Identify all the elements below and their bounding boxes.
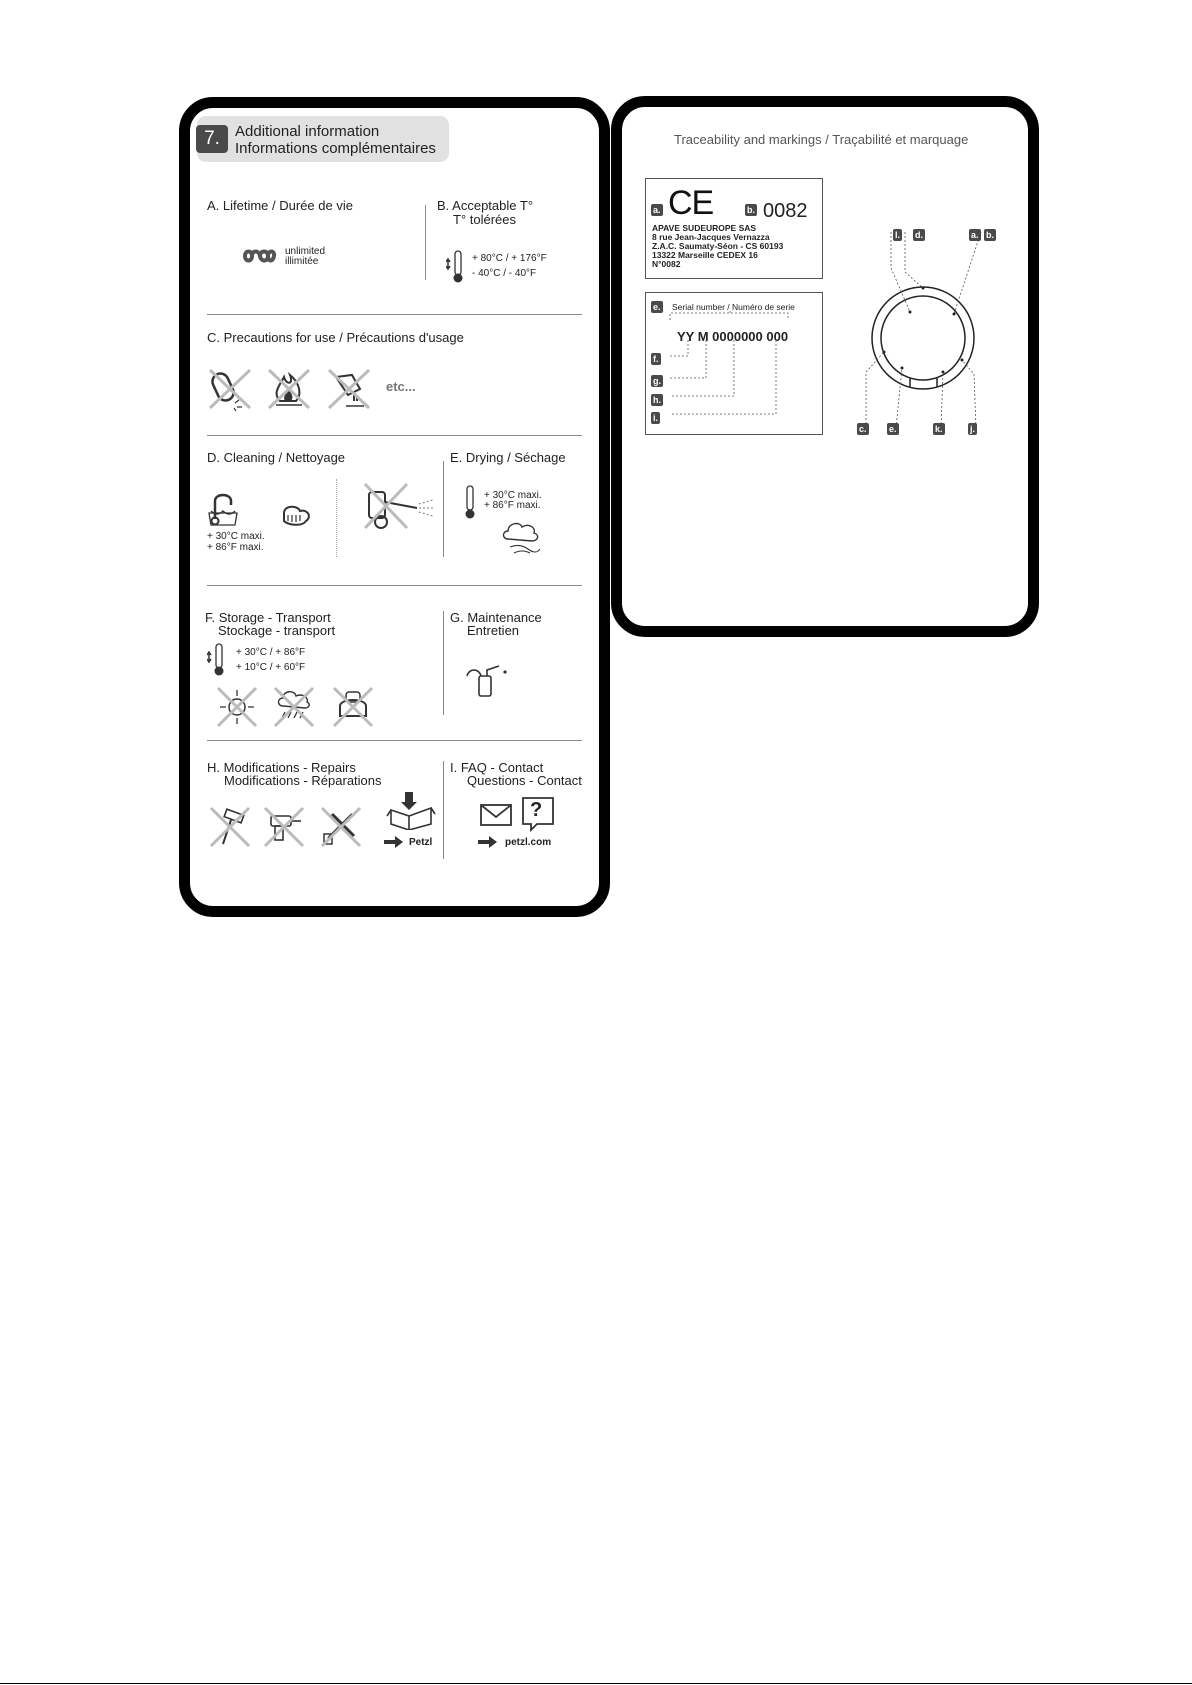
no-car-icon xyxy=(330,684,376,730)
tag-d: d. xyxy=(915,230,923,240)
section-title-fr: Informations complémentaires xyxy=(235,140,436,157)
section-title-en: Additional information xyxy=(235,123,380,140)
ce-mark: CE xyxy=(668,184,714,222)
temperature-title-fr: T° tolérées xyxy=(453,212,517,227)
thermometer-icon xyxy=(463,485,477,521)
arrow-right-icon xyxy=(384,836,404,848)
no-chemicals-icon xyxy=(326,367,372,411)
tag-e: e. xyxy=(653,302,661,312)
drying-title: E. Drying / Séchage xyxy=(450,450,566,465)
storage-max: + 30°C / + 86°F xyxy=(236,647,306,658)
drying-temp-f: + 86°F maxi. xyxy=(484,500,541,511)
box-icon xyxy=(385,792,437,830)
tag-g: g. xyxy=(653,376,661,386)
serial-leader-lines xyxy=(664,310,794,420)
tag-j: j. xyxy=(970,424,976,434)
thermometer-icon xyxy=(207,643,229,677)
maintenance-title: G. Maintenance xyxy=(450,610,542,625)
storage-min: + 10°C / + 60°F xyxy=(236,662,306,673)
tag-f: f. xyxy=(653,354,659,364)
thermometer-icon xyxy=(446,250,468,284)
address-line-4: 13322 Marseille CEDEX 16 xyxy=(652,250,758,260)
cloud-wind-icon xyxy=(500,517,542,557)
cleaning-title: D. Cleaning / Nettoyage xyxy=(207,450,346,465)
modifications-title-fr: Modifications - Réparations xyxy=(224,773,382,788)
modifications-title: H. Modifications - Repairs xyxy=(207,760,356,775)
faucet-icon xyxy=(207,489,243,529)
oil-can-icon xyxy=(465,662,513,698)
page-bottom-rule xyxy=(0,1683,1192,1684)
storage-title-fr: Stockage - transport xyxy=(218,623,336,638)
address-line-1: APAVE SUDEUROPE SAS xyxy=(652,223,757,233)
arrow-right-icon xyxy=(478,836,498,848)
precautions-title: C. Precautions for use / Précautions d'usage xyxy=(207,330,464,345)
lifetime-value-fr: illimitée xyxy=(285,256,319,267)
tag-b-ring: b. xyxy=(986,230,994,240)
cleaning-temp-f: + 86°F maxi. xyxy=(207,542,264,553)
temperature-min: - 40°C / - 40°F xyxy=(472,268,537,279)
tag-i: i. xyxy=(653,413,659,423)
serial-format: YY M 0000000 000 xyxy=(677,329,789,344)
drying-temp-c: + 30°C maxi. xyxy=(484,490,542,501)
maintenance-title-fr: Entretien xyxy=(467,623,520,638)
infinity-icon xyxy=(243,247,277,265)
question-mark: ? xyxy=(530,799,543,821)
lifetime-title: A. Lifetime / Durée de vie xyxy=(207,198,353,213)
no-hammer-icon xyxy=(207,804,253,850)
faq-title: I. FAQ - Contact xyxy=(450,760,544,775)
tag-b: b. xyxy=(747,205,755,215)
tag-c: c. xyxy=(859,424,867,434)
section-number: 7. xyxy=(196,125,228,153)
temperature-max: + 80°C / + 176°F xyxy=(472,253,547,264)
tag-k: k. xyxy=(935,424,943,434)
address-line-2: 8 rue Jean-Jacques Vernazza xyxy=(652,232,770,242)
envelope-icon xyxy=(480,804,512,826)
address-line-3: Z.A.C. Saumaty-Séon - CS 60193 xyxy=(652,241,784,251)
address-line-5: N°0082 xyxy=(652,259,681,269)
modifications-brand: Petzl xyxy=(409,837,433,848)
traceability-title: Traceability and markings / Traçabilité et marquage xyxy=(674,132,969,147)
notified-body-number: 0082 xyxy=(763,200,808,222)
no-drill-icon xyxy=(261,804,307,850)
tag-a: a. xyxy=(653,205,661,215)
no-sun-icon xyxy=(214,684,260,730)
tag-a-ring: a. xyxy=(971,230,979,240)
no-rain-icon xyxy=(271,684,317,730)
no-saw-icon xyxy=(318,804,364,850)
precautions-etc: etc... xyxy=(386,379,416,394)
storage-title: F. Storage - Transport xyxy=(205,610,331,625)
tag-h: h. xyxy=(653,395,661,405)
lifetime-value-en: unlimited xyxy=(285,246,326,257)
faq-website[interactable]: petzl.com xyxy=(505,837,552,848)
faq-title-fr: Questions - Contact xyxy=(467,773,582,788)
brush-icon xyxy=(278,503,316,529)
no-impact-icon xyxy=(207,367,253,411)
tag-e-ring: e. xyxy=(889,424,897,434)
serial-label-text: Serial number / Numéro de serie xyxy=(672,302,795,312)
temperature-title: B. Acceptable T° xyxy=(437,198,534,213)
no-fire-icon xyxy=(266,367,312,411)
cleaning-temp-c: + 30°C maxi. xyxy=(207,531,265,542)
tag-l: l. xyxy=(895,230,901,240)
no-pressure-washer-icon xyxy=(359,480,439,532)
carabiner-ring-diagram xyxy=(846,222,1006,432)
